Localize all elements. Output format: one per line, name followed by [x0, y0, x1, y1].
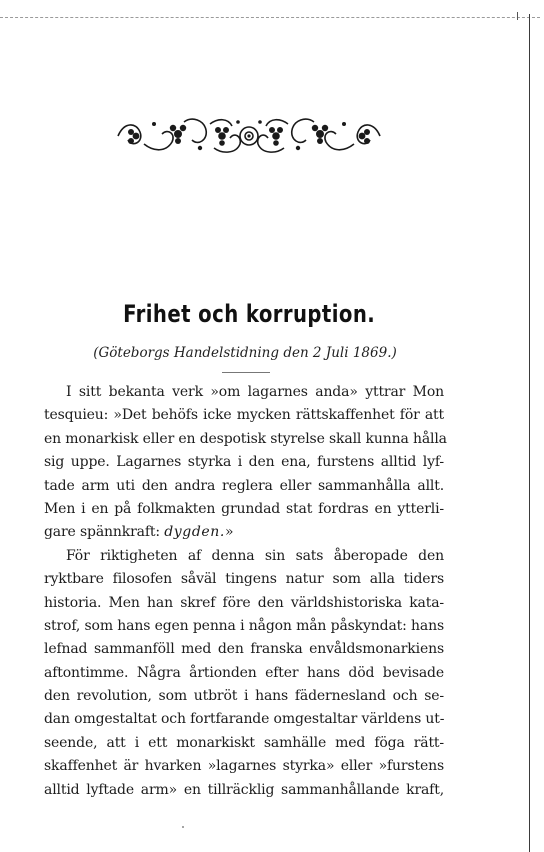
text-line: sig uppe. Lagarnes styrka i den ena, furstens alltid lyf- — [44, 454, 444, 471]
text-line: Men i en på folkmakten grundad stat fordras en ytterli- — [44, 500, 444, 517]
body-text — [44, 381, 447, 802]
text-line: den revolution, som utbröt i hans fädernesland och se- — [44, 688, 444, 705]
scan-speck — [182, 826, 184, 828]
text-line: lefnad sammanföll med den franska envåldsmonarkiens — [44, 641, 444, 658]
text-line: skaffenhet är hvarken »lagarnes styrka» eller »furstens — [44, 758, 444, 775]
article-title: Frihet och korruption. — [123, 300, 376, 328]
text-line: tesquieu: »Det behöfs icke mycken rättskaffenhet för att — [44, 407, 444, 424]
text-line: dan omgestaltat och fortfarande omgestaltar världens ut- — [44, 711, 445, 728]
text-line: en monarkisk eller en despotisk styrelse skall kunna hålla — [44, 430, 447, 447]
title-rule — [222, 372, 270, 373]
text-line — [44, 521, 444, 544]
article-source-line: (Göteborgs Handelstidning den 2 Juli 1869.) — [93, 345, 397, 361]
scan-corner-mark — [505, 12, 518, 20]
scan-right-edge — [529, 14, 530, 852]
text-line: strof, som hans egen penna i någon mån påskyndat: hans — [44, 617, 444, 634]
ornament-headpiece — [114, 114, 384, 158]
text-line: alltid lyftade arm» en tillräcklig sammanhållande kraft, — [44, 781, 444, 798]
text-fragment: gare spännkraft: — [44, 524, 165, 541]
text-fragment: » — [224, 524, 234, 541]
text-line: tade arm uti den andra reglera eller sammanhålla allt. — [44, 477, 444, 494]
text-line: seende, att i ett monarkiskt samhälle med föga rätt- — [44, 734, 444, 751]
text-line: För riktigheten af denna sin sats åberopade den — [66, 547, 444, 564]
text-line: aftontimme. Några årtionden efter hans död bevisade — [44, 664, 444, 681]
scan-top-edge — [0, 17, 540, 18]
text-line: I sitt bekanta verk »om lagarnes anda» yttrar Mon — [66, 384, 444, 400]
text-line: ryktbare filosofen såväl tingens natur som alla tiders — [44, 571, 444, 588]
emphasized-word: dygden. — [164, 524, 225, 541]
text-line: historia. Men han skref före den världshistoriska kata- — [44, 594, 444, 611]
